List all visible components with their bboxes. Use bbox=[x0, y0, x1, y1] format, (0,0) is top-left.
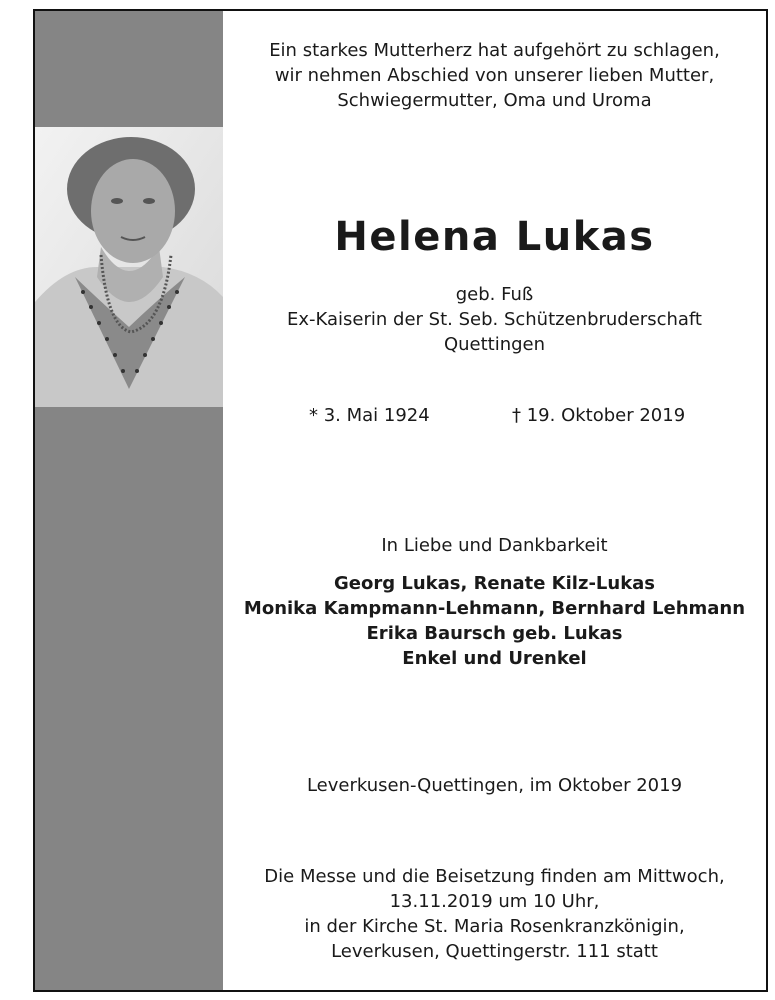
birth-date: * 3. Mai 1924 bbox=[309, 405, 430, 426]
intro-line: Schwiegermutter, Oma und Uroma bbox=[337, 90, 652, 111]
life-dates bbox=[223, 405, 766, 430]
mourners-intro-text: In Liebe und Dankbarkeit bbox=[381, 535, 608, 556]
mourner-name: Enkel und Urenkel bbox=[402, 648, 587, 669]
service-line: Die Messe und die Beisetzung finden am Mittwoch, bbox=[264, 866, 725, 887]
intro-line: Ein starkes Mutterherz hat aufgehört zu schlagen, bbox=[269, 40, 720, 61]
service-line: in der Kirche St. Maria Rosenkranzkönigin, bbox=[304, 916, 685, 937]
service-line: Leverkusen, Quettingerstr. 111 statt bbox=[331, 941, 658, 962]
place-date bbox=[223, 773, 766, 798]
deceased-name: Helena Lukas bbox=[334, 214, 655, 260]
mourners-list bbox=[223, 571, 766, 671]
gray-sidebar bbox=[35, 11, 223, 990]
honorary-title-place: Quettingen bbox=[443, 334, 546, 355]
mourners-intro bbox=[223, 533, 766, 558]
honorary-title: Ex-Kaiserin der St. Seb. Schützenbruderschaft bbox=[287, 309, 702, 330]
obituary-content bbox=[223, 11, 766, 990]
portrait-photo bbox=[35, 127, 223, 407]
intro-text bbox=[223, 38, 766, 113]
obituary-frame bbox=[33, 9, 768, 992]
intro-line: wir nehmen Abschied von unserer lieben Mutter, bbox=[274, 65, 715, 86]
place-date-text: Leverkusen-Quettingen, im Oktober 2019 bbox=[306, 775, 683, 796]
deceased-name-block bbox=[223, 213, 766, 261]
service-info bbox=[223, 864, 766, 964]
mourner-name: Georg Lukas, Renate Kilz-Lukas bbox=[333, 573, 656, 594]
mourner-name: Erika Baursch geb. Lukas bbox=[366, 623, 623, 644]
mourner-name: Monika Kampmann-Lehmann, Bernhard Lehmann bbox=[243, 598, 746, 619]
maiden-name: geb. Fuß bbox=[455, 284, 534, 305]
service-line: 13.11.2019 um 10 Uhr, bbox=[389, 891, 600, 912]
death-date: † 19. Oktober 2019 bbox=[512, 405, 686, 426]
deceased-details bbox=[223, 282, 766, 357]
